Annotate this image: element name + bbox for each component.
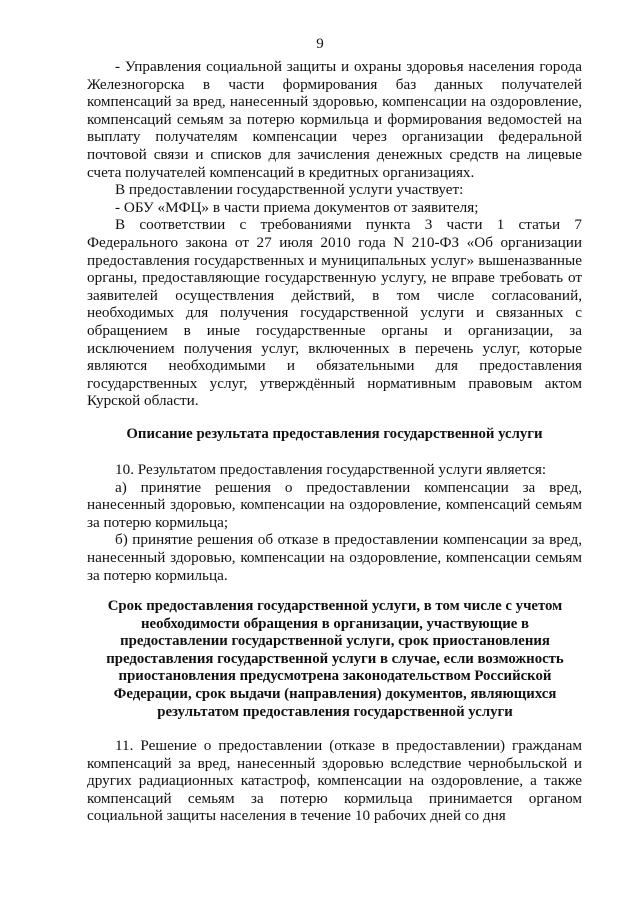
- page-number: 9: [316, 36, 324, 52]
- section-result: [87, 461, 582, 584]
- paragraph-participation: В предоставлении государственной услуги участвует:: [115, 181, 464, 199]
- heading-result-description: Описание результата предоставления государственной услуги: [126, 426, 543, 442]
- section-term: [87, 737, 582, 825]
- heading-service-term: Срок предоставления государственной услуги, в том числе с учетом необходимости обращения в организации, участвующие в предоставлении государственной услуги, срок приостановления предоставления государственной услуги в случае, если возможность приостановления предусмотрена законодательством Российской Федерации, срок выдачи (направления) документов, являющихся результатом предоставления государственной услуги: [106, 598, 564, 720]
- paragraph-zheleznogorsk: - Управления социальной защиты и охраны здоровья населения города Железногорска в части формирования баз данных получателей компенсаций за вред, нанесенный здоровью, компенсации на оздоровление, компенсаций семьям за потерю кормильца и формирования ведомостей на выплату получателям компенсации через организации федеральной почтовой связи и списков для зачисления денежных средств на лицевые счета получателей компенсаций в кредитных организациях.: [87, 58, 582, 181]
- paragraph-result-intro: 10. Результатом предоставления государственной услуги является:: [115, 461, 547, 478]
- paragraph-result-b: б) принятие решения об отказе в предоставлении компенсации за вред, нанесенный здоровью, компенсации на оздоровление, компенсации семьям за потерю кормильца.: [87, 531, 582, 584]
- paragraph-result-a: а) принятие решения о предоставлении компенсации за вред, нанесенный здоровью, компенсации на оздоровление, компенсаций семьям за потерю кормильца;: [87, 478, 582, 531]
- paragraph-federal-law: В соответствии с требованиями пункта 3 части 1 статьи 7 Федерального закона от 27 июля 2010 года N 210-ФЗ «Об организации предоставления государственных и муниципальных услуг» вышеназванные органы, предоставляющие государственную услугу, не вправе требовать от заявителей осуществления действий, в том числе согласований, необходимых для получения государственной услуги и связанных с обращением в иные государственные органы и организации, за исключением получения услуг, включенных в перечень услуг, которые являются необходимыми и обязательными для предоставления государственных услуг, утверждённый нормативным правовым актом Курской области.: [87, 216, 582, 410]
- section-participants: [87, 58, 582, 410]
- paragraph-decision-term: 11. Решение о предоставлении (отказе в предоставлении) гражданам компенсаций за вред, нанесенный здоровью вследствие чернобыльской и других радиационных катастроф, компенсации на оздоровление, а также компенсаций семьям за потерю кормильца принимается органом социальной защиты населения в течение 10 рабочих дней со дня: [87, 737, 582, 825]
- paragraph-mfc: - ОБУ «МФЦ» в части приема документов от заявителя;: [115, 198, 479, 216]
